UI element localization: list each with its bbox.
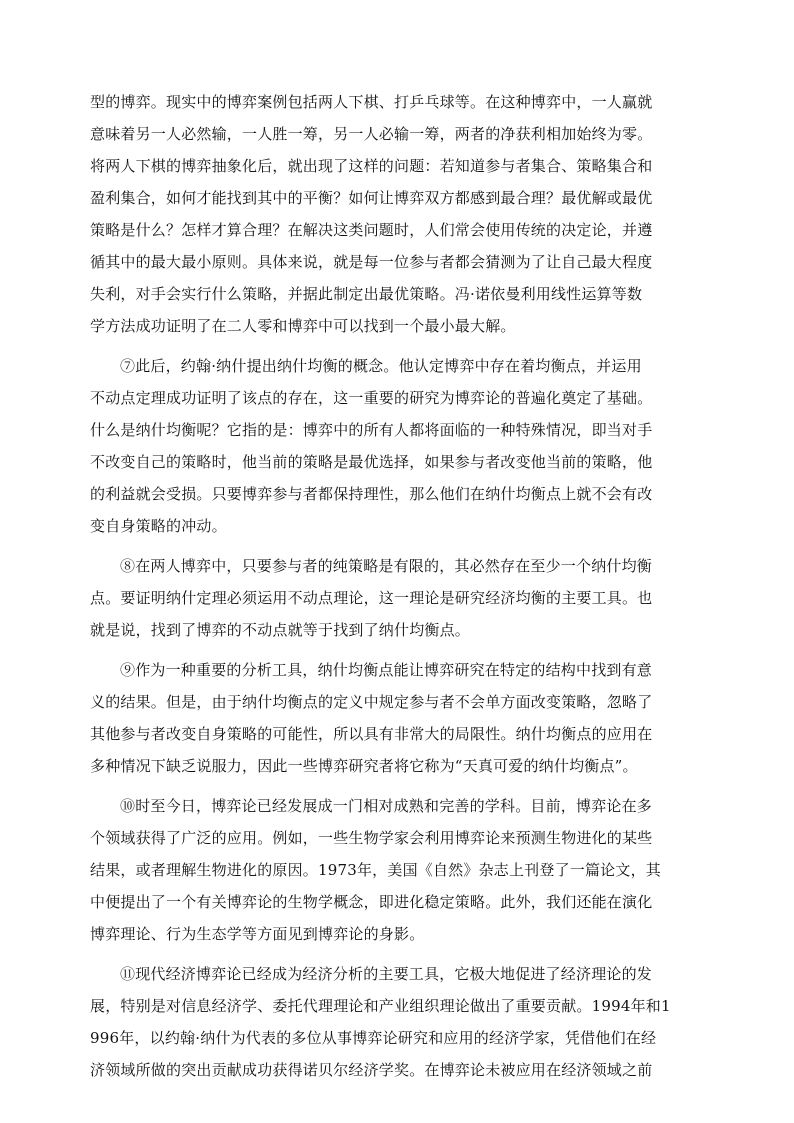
text-line: 点。要证明纳什定理必须运用不动点理论，这一理论是研究经济均衡的主要工具。也 [90,589,653,607]
paragraph-11 [90,958,720,1086]
paragraph-10 [90,790,720,950]
text-line: 就是说，找到了博弈的不动点就等于找到了纳什均衡点。 [90,621,471,639]
text-line: ⑪现代经济博弈论已经成为经济分析的主要工具，它极大地促进了经济理论的发 [120,965,653,983]
text-line: 策略是什么？怎样才算合理？在解决这类问题时，人们常会使用传统的决定论，并遵 [90,221,653,239]
text-line: 学方法成功证明了在二人零和博弈中可以找到一个最小最大解。 [90,317,516,335]
text-line: 其他参与者改变自身策略的可能性，所以具有非常大的局限性。纳什均衡点的应用在 [90,725,653,743]
text-line: 的利益就会受损。只要博弈参与者都保持理性，那么他们在纳什均衡点上就不会有改 [90,485,653,503]
text-line: ⑨作为一种重要的分析工具，纳什均衡点能让博弈研究在特定的结构中找到有意 [120,661,653,679]
text-line: 996年，以约翰·纳什为代表的多位从事博弈论研究和应用的经济学家，凭借他们在经 [90,1029,657,1047]
paragraph-6-continuation [90,86,720,342]
text-line: 济领域所做的突出贡献成功获得诺贝尔经济学奖。在博弈论未被应用在经济领域之前 [90,1061,653,1079]
text-line: ⑦此后，约翰·纳什提出纳什均衡的概念。他认定博弈中存在着均衡点，并运用 [120,357,642,375]
text-line: 将两人下棋的博弈抽象化后，就出现了这样的问题：若知道参与者集合、策略集合和 [90,157,653,175]
text-line: 循其中的最大最小原则。具体来说，就是每一位参与者都会猜测为了让自己最大程度 [90,253,653,271]
text-line: 中便提出了一个有关博弈论的生物学概念，即进化稳定策略。此外，我们还能在演化 [90,893,653,911]
text-line: 变自身策略的冲动。 [90,517,227,535]
text-line: 盈利集合，如何才能找到其中的平衡？如何让博弈双方都感到最合理？最优解或最优 [90,189,653,207]
text-line: 意味着另一人必然输，一人胜一筹，另一人必输一筹，两者的净获利相加始终为零。 [90,125,653,143]
text-line: ⑧在两人博弈中，只要参与者的纯策略是有限的，其必然存在至少一个纳什均衡 [120,557,653,575]
text-line: 不改变自己的策略时，他当前的策略是最优选择，如果参与者改变他当前的策略，他 [90,453,653,471]
text-line: 多种情况下缺乏说服力，因此一些博弈研究者将它称为“天真可爱的纳什均衡点”。 [90,757,638,775]
text-line: 义的结果。但是，由于纳什均衡点的定义中规定参与者不会单方面改变策略，忽略了 [90,693,653,711]
text-line: 结果，或者理解生物进化的原因。1973年，美国《自然》杂志上刊登了一篇论文，其 [90,861,661,879]
text-line: 不动点定理成功证明了该点的存在，这一重要的研究为博弈论的普遍化奠定了基础。 [90,389,653,407]
text-line: 展，特别是对信息经济学、委托代理理论和产业组织理论做出了重要贡献。1994年和1 [90,997,671,1015]
text-line: ⑩时至今日，博弈论已经发展成一门相对成熟和完善的学科。目前，博弈论在多 [120,797,653,815]
paragraph-8 [90,550,720,646]
text-line: 博弈理论、行为生态学等方面见到博弈论的身影。 [90,925,425,943]
text-line: 失利，对手会实行什么策略，并据此制定出最优策略。冯·诺依曼利用线性运算等数 [90,285,643,303]
text-line: 个领域获得了广泛的应用。例如，一些生物学家会利用博弈论来预测生物进化的某些 [90,829,653,847]
text-line: 型的博弈。现实中的博弈案例包括两人下棋、打乒乓球等。在这种博弈中，一人赢就 [90,93,653,111]
text-line: 什么是纳什均衡呢？它指的是：博弈中的所有人都将面临的一种特殊情况，即当对手 [90,421,653,439]
document-page [90,86,720,1094]
paragraph-9 [90,654,720,782]
paragraph-7 [90,350,720,542]
